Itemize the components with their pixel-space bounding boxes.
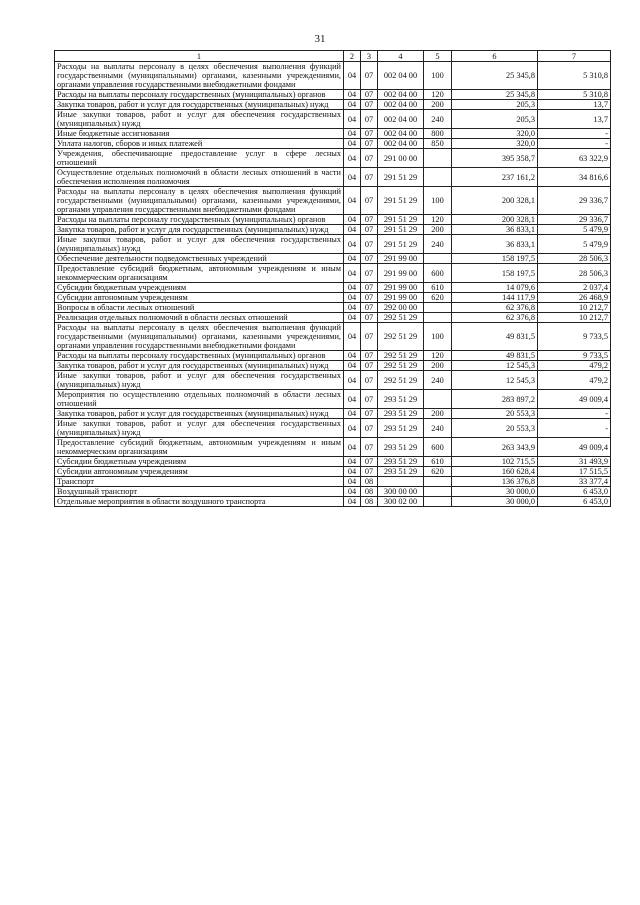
row-name-cell: Уплата налогов, сборов и иных платежей bbox=[55, 139, 344, 149]
subsection-code-cell: 07 bbox=[361, 457, 378, 467]
expense-type-cell: 120 bbox=[424, 90, 452, 100]
executed-amount-cell: 63 322,9 bbox=[538, 149, 611, 168]
amount-cell: 49 831,5 bbox=[452, 351, 538, 361]
section-code-cell: 04 bbox=[344, 62, 361, 90]
target-article-cell: 291 99 00 bbox=[378, 283, 424, 293]
subsection-code-cell: 07 bbox=[361, 168, 378, 187]
section-code-cell: 04 bbox=[344, 225, 361, 235]
table-row bbox=[55, 313, 611, 323]
amount-cell: 20 553,3 bbox=[452, 419, 538, 438]
amount-cell: 25 345,8 bbox=[452, 90, 538, 100]
executed-amount-cell: 29 336,7 bbox=[538, 215, 611, 225]
section-code-cell: 04 bbox=[344, 168, 361, 187]
subsection-code-cell: 07 bbox=[361, 303, 378, 313]
subsection-code-cell: 07 bbox=[361, 225, 378, 235]
section-code-cell: 04 bbox=[344, 419, 361, 438]
executed-amount-cell: 5 310,8 bbox=[538, 90, 611, 100]
row-name-cell: Иные бюджетные ассигнования bbox=[55, 129, 344, 139]
expense-type-cell: 240 bbox=[424, 235, 452, 254]
executed-amount-cell: 34 816,6 bbox=[538, 168, 611, 187]
table-row bbox=[55, 419, 611, 438]
section-code-cell: 04 bbox=[344, 264, 361, 283]
executed-amount-cell: 6 453,0 bbox=[538, 497, 611, 507]
row-name-cell: Расходы на выплаты персоналу государственных (муниципальных) органов bbox=[55, 90, 344, 100]
amount-cell: 30 000,0 bbox=[452, 487, 538, 497]
row-name-cell: Иные закупки товаров, работ и услуг для обеспечения государственных (муниципальных) нужд bbox=[55, 419, 344, 438]
table-row bbox=[55, 371, 611, 390]
amount-cell: 263 343,9 bbox=[452, 438, 538, 457]
amount-cell: 320,0 bbox=[452, 129, 538, 139]
table-row bbox=[55, 361, 611, 371]
subsection-code-cell: 07 bbox=[361, 390, 378, 409]
amount-cell: 205,3 bbox=[452, 110, 538, 129]
table-row bbox=[55, 90, 611, 100]
target-article-cell: 291 51 29 bbox=[378, 235, 424, 254]
subsection-code-cell: 07 bbox=[361, 62, 378, 90]
expense-type-cell: 200 bbox=[424, 409, 452, 419]
subsection-code-cell: 08 bbox=[361, 477, 378, 487]
executed-amount-cell: 9 733,5 bbox=[538, 323, 611, 351]
executed-amount-cell: - bbox=[538, 419, 611, 438]
row-name-cell: Учреждения, обеспечивающие предоставление услуг в сфере лесных отношений bbox=[55, 149, 344, 168]
target-article-cell: 291 51 29 bbox=[378, 168, 424, 187]
table-row bbox=[55, 187, 611, 215]
subsection-code-cell: 07 bbox=[361, 100, 378, 110]
row-name-cell: Расходы на выплаты персоналу государственных (муниципальных) органов bbox=[55, 215, 344, 225]
column-header: 5 bbox=[424, 51, 452, 62]
subsection-code-cell: 07 bbox=[361, 419, 378, 438]
expense-type-cell: 620 bbox=[424, 293, 452, 303]
section-code-cell: 04 bbox=[344, 149, 361, 168]
executed-amount-cell: 6 453,0 bbox=[538, 487, 611, 497]
target-article-cell: 293 51 29 bbox=[378, 390, 424, 409]
row-name-cell: Отдельные мероприятия в области воздушного транспорта bbox=[55, 497, 344, 507]
table-row bbox=[55, 438, 611, 457]
amount-cell: 200 328,1 bbox=[452, 187, 538, 215]
row-name-cell: Расходы на выплаты персоналу в целях обеспечения выполнения функций государственными (муниципальными) органами, казенными учреждениями, органами управления государственными внебюджетными фондами bbox=[55, 323, 344, 351]
table-row bbox=[55, 168, 611, 187]
table-row bbox=[55, 235, 611, 254]
target-article-cell: 292 00 00 bbox=[378, 303, 424, 313]
executed-amount-cell: 13,7 bbox=[538, 100, 611, 110]
table-row bbox=[55, 497, 611, 507]
column-header: 4 bbox=[378, 51, 424, 62]
target-article-cell: 291 51 29 bbox=[378, 225, 424, 235]
target-article-cell: 293 51 29 bbox=[378, 409, 424, 419]
executed-amount-cell: 9 733,5 bbox=[538, 351, 611, 361]
section-code-cell: 04 bbox=[344, 313, 361, 323]
column-header: 6 bbox=[452, 51, 538, 62]
expense-type-cell: 240 bbox=[424, 110, 452, 129]
row-name-cell: Расходы на выплаты персоналу в целях обеспечения выполнения функций государственными (муниципальными) органами, казенными учреждениями, органами управления государственными внебюджетными фондами bbox=[55, 62, 344, 90]
executed-amount-cell: 13,7 bbox=[538, 110, 611, 129]
table-row bbox=[55, 323, 611, 351]
target-article-cell: 002 04 00 bbox=[378, 90, 424, 100]
executed-amount-cell: 479,2 bbox=[538, 371, 611, 390]
executed-amount-cell: 17 515,5 bbox=[538, 467, 611, 477]
row-name-cell: Расходы на выплаты персоналу государственных (муниципальных) органов bbox=[55, 351, 344, 361]
amount-cell: 36 833,1 bbox=[452, 235, 538, 254]
section-code-cell: 04 bbox=[344, 283, 361, 293]
subsection-code-cell: 07 bbox=[361, 129, 378, 139]
subsection-code-cell: 07 bbox=[361, 351, 378, 361]
amount-cell: 136 376,8 bbox=[452, 477, 538, 487]
amount-cell: 395 358,7 bbox=[452, 149, 538, 168]
expense-type-cell: 100 bbox=[424, 323, 452, 351]
expense-type-cell bbox=[424, 477, 452, 487]
executed-amount-cell: 49 009,4 bbox=[538, 390, 611, 409]
section-code-cell: 04 bbox=[344, 235, 361, 254]
expense-type-cell: 610 bbox=[424, 283, 452, 293]
table-row bbox=[55, 62, 611, 90]
executed-amount-cell: 5 479,9 bbox=[538, 235, 611, 254]
subsection-code-cell: 07 bbox=[361, 438, 378, 457]
section-code-cell: 04 bbox=[344, 323, 361, 351]
table-body bbox=[55, 62, 611, 507]
subsection-code-cell: 07 bbox=[361, 371, 378, 390]
target-article-cell: 291 99 00 bbox=[378, 264, 424, 283]
section-code-cell: 04 bbox=[344, 371, 361, 390]
executed-amount-cell: 28 506,3 bbox=[538, 264, 611, 283]
row-name-cell: Субсидии бюджетным учреждениям bbox=[55, 457, 344, 467]
table-row bbox=[55, 390, 611, 409]
row-name-cell: Мероприятия по осуществлению отдельных полномочий в области лесных отношений bbox=[55, 390, 344, 409]
table-row bbox=[55, 215, 611, 225]
column-header: 1 bbox=[55, 51, 344, 62]
expense-type-cell: 120 bbox=[424, 215, 452, 225]
expense-type-cell: 200 bbox=[424, 100, 452, 110]
section-code-cell: 04 bbox=[344, 303, 361, 313]
amount-cell: 62 376,8 bbox=[452, 303, 538, 313]
column-header: 2 bbox=[344, 51, 361, 62]
expense-type-cell: 620 bbox=[424, 467, 452, 477]
expense-type-cell: 200 bbox=[424, 361, 452, 371]
expense-type-cell: 100 bbox=[424, 62, 452, 90]
target-article-cell: 291 99 00 bbox=[378, 293, 424, 303]
row-name-cell: Субсидии автономным учреждениям bbox=[55, 467, 344, 477]
row-name-cell: Воздушный транспорт bbox=[55, 487, 344, 497]
table-row bbox=[55, 303, 611, 313]
row-name-cell: Субсидии бюджетным учреждениям bbox=[55, 283, 344, 293]
amount-cell: 200 328,1 bbox=[452, 215, 538, 225]
target-article-cell: 291 99 00 bbox=[378, 254, 424, 264]
amount-cell: 160 628,4 bbox=[452, 467, 538, 477]
executed-amount-cell: 2 037,4 bbox=[538, 283, 611, 293]
subsection-code-cell: 07 bbox=[361, 215, 378, 225]
row-name-cell: Иные закупки товаров, работ и услуг для обеспечения государственных (муниципальных) нужд bbox=[55, 371, 344, 390]
row-name-cell: Предоставление субсидий бюджетным, автономным учреждениям и иным некоммерческим организациям bbox=[55, 264, 344, 283]
row-name-cell: Закупка товаров, работ и услуг для государственных (муниципальных) нужд bbox=[55, 409, 344, 419]
target-article-cell: 292 51 29 bbox=[378, 371, 424, 390]
expense-type-cell: 850 bbox=[424, 139, 452, 149]
amount-cell: 14 079,6 bbox=[452, 283, 538, 293]
table-row bbox=[55, 129, 611, 139]
expense-type-cell: 100 bbox=[424, 187, 452, 215]
subsection-code-cell: 08 bbox=[361, 487, 378, 497]
expense-type-cell: 800 bbox=[424, 129, 452, 139]
subsection-code-cell: 07 bbox=[361, 110, 378, 129]
target-article-cell: 293 51 29 bbox=[378, 467, 424, 477]
target-article-cell: 002 04 00 bbox=[378, 62, 424, 90]
executed-amount-cell: - bbox=[538, 409, 611, 419]
expense-type-cell bbox=[424, 168, 452, 187]
subsection-code-cell: 07 bbox=[361, 293, 378, 303]
row-name-cell: Иные закупки товаров, работ и услуг для обеспечения государственных (муниципальных) нужд bbox=[55, 110, 344, 129]
executed-amount-cell: - bbox=[538, 129, 611, 139]
section-code-cell: 04 bbox=[344, 351, 361, 361]
executed-amount-cell: 479,2 bbox=[538, 361, 611, 371]
table-row bbox=[55, 100, 611, 110]
section-code-cell: 04 bbox=[344, 254, 361, 264]
subsection-code-cell: 07 bbox=[361, 139, 378, 149]
expense-type-cell bbox=[424, 254, 452, 264]
table-row bbox=[55, 409, 611, 419]
expense-type-cell bbox=[424, 390, 452, 409]
row-name-cell: Субсидии автономным учреждениям bbox=[55, 293, 344, 303]
row-name-cell: Обеспечение деятельности подведомственных учреждений bbox=[55, 254, 344, 264]
amount-cell: 12 545,3 bbox=[452, 371, 538, 390]
target-article-cell: 002 04 00 bbox=[378, 100, 424, 110]
target-article-cell: 293 51 29 bbox=[378, 419, 424, 438]
target-article-cell: 292 51 29 bbox=[378, 361, 424, 371]
target-article-cell: 291 00 00 bbox=[378, 149, 424, 168]
subsection-code-cell: 07 bbox=[361, 187, 378, 215]
subsection-code-cell: 07 bbox=[361, 254, 378, 264]
executed-amount-cell: - bbox=[538, 139, 611, 149]
table-row bbox=[55, 149, 611, 168]
section-code-cell: 04 bbox=[344, 139, 361, 149]
expense-type-cell: 240 bbox=[424, 371, 452, 390]
section-code-cell: 04 bbox=[344, 90, 361, 100]
subsection-code-cell: 07 bbox=[361, 90, 378, 100]
expense-type-cell bbox=[424, 497, 452, 507]
executed-amount-cell: 10 212,7 bbox=[538, 303, 611, 313]
section-code-cell: 04 bbox=[344, 467, 361, 477]
subsection-code-cell: 07 bbox=[361, 313, 378, 323]
section-code-cell: 04 bbox=[344, 477, 361, 487]
amount-cell: 237 161,2 bbox=[452, 168, 538, 187]
row-name-cell: Закупка товаров, работ и услуг для государственных (муниципальных) нужд bbox=[55, 100, 344, 110]
section-code-cell: 04 bbox=[344, 215, 361, 225]
section-code-cell: 04 bbox=[344, 361, 361, 371]
subsection-code-cell: 07 bbox=[361, 361, 378, 371]
table-row bbox=[55, 110, 611, 129]
amount-cell: 49 831,5 bbox=[452, 323, 538, 351]
executed-amount-cell: 29 336,7 bbox=[538, 187, 611, 215]
table-row bbox=[55, 293, 611, 303]
section-code-cell: 04 bbox=[344, 187, 361, 215]
executed-amount-cell: 31 493,9 bbox=[538, 457, 611, 467]
executed-amount-cell: 26 468,9 bbox=[538, 293, 611, 303]
amount-cell: 30 000,0 bbox=[452, 497, 538, 507]
expense-type-cell bbox=[424, 487, 452, 497]
section-code-cell: 04 bbox=[344, 110, 361, 129]
expense-type-cell bbox=[424, 149, 452, 168]
executed-amount-cell: 28 506,3 bbox=[538, 254, 611, 264]
expense-type-cell: 600 bbox=[424, 264, 452, 283]
subsection-code-cell: 08 bbox=[361, 497, 378, 507]
expense-type-cell: 240 bbox=[424, 419, 452, 438]
table-row bbox=[55, 139, 611, 149]
section-code-cell: 04 bbox=[344, 390, 361, 409]
target-article-cell: 002 04 00 bbox=[378, 110, 424, 129]
executed-amount-cell: 33 377,4 bbox=[538, 477, 611, 487]
amount-cell: 25 345,8 bbox=[452, 62, 538, 90]
section-code-cell: 04 bbox=[344, 293, 361, 303]
target-article-cell: 292 51 29 bbox=[378, 351, 424, 361]
executed-amount-cell: 10 212,7 bbox=[538, 313, 611, 323]
table-row bbox=[55, 467, 611, 477]
amount-cell: 62 376,8 bbox=[452, 313, 538, 323]
target-article-cell: 292 51 29 bbox=[378, 313, 424, 323]
section-code-cell: 04 bbox=[344, 497, 361, 507]
amount-cell: 102 715,5 bbox=[452, 457, 538, 467]
executed-amount-cell: 5 310,8 bbox=[538, 62, 611, 90]
expense-type-cell bbox=[424, 303, 452, 313]
amount-cell: 20 553,3 bbox=[452, 409, 538, 419]
executed-amount-cell: 5 479,9 bbox=[538, 225, 611, 235]
target-article-cell: 291 51 29 bbox=[378, 187, 424, 215]
page-number: 31 bbox=[314, 33, 326, 45]
table-row bbox=[55, 477, 611, 487]
table-row bbox=[55, 457, 611, 467]
target-article-cell: 002 04 00 bbox=[378, 129, 424, 139]
amount-cell: 158 197,5 bbox=[452, 254, 538, 264]
column-header: 3 bbox=[361, 51, 378, 62]
budget-table bbox=[54, 50, 611, 507]
target-article-cell bbox=[378, 477, 424, 487]
row-name-cell: Закупка товаров, работ и услуг для государственных (муниципальных) нужд bbox=[55, 225, 344, 235]
target-article-cell: 300 00 00 bbox=[378, 487, 424, 497]
expense-type-cell: 200 bbox=[424, 225, 452, 235]
section-code-cell: 04 bbox=[344, 457, 361, 467]
row-name-cell: Предоставление субсидий бюджетным, автономным учреждениям и иным некоммерческим организациям bbox=[55, 438, 344, 457]
row-name-cell: Транспорт bbox=[55, 477, 344, 487]
table-row bbox=[55, 487, 611, 497]
expense-type-cell: 600 bbox=[424, 438, 452, 457]
row-name-cell: Осуществление отдельных полномочий в области лесных отношений в части обеспечения исполнения полномочия bbox=[55, 168, 344, 187]
row-name-cell: Реализация отдельных полномочий в области лесных отношений bbox=[55, 313, 344, 323]
target-article-cell: 293 51 29 bbox=[378, 438, 424, 457]
section-code-cell: 04 bbox=[344, 409, 361, 419]
table-row bbox=[55, 264, 611, 283]
table-row bbox=[55, 254, 611, 264]
subsection-code-cell: 07 bbox=[361, 283, 378, 293]
subsection-code-cell: 07 bbox=[361, 323, 378, 351]
amount-cell: 205,3 bbox=[452, 100, 538, 110]
subsection-code-cell: 07 bbox=[361, 467, 378, 477]
table-row bbox=[55, 225, 611, 235]
section-code-cell: 04 bbox=[344, 129, 361, 139]
amount-cell: 36 833,1 bbox=[452, 225, 538, 235]
subsection-code-cell: 07 bbox=[361, 409, 378, 419]
table-row bbox=[55, 351, 611, 361]
section-code-cell: 04 bbox=[344, 438, 361, 457]
row-name-cell: Расходы на выплаты персоналу в целях обеспечения выполнения функций государственными (муниципальными) органами, казенными учреждениями, органами управления государственными внебюджетными фондами bbox=[55, 187, 344, 215]
target-article-cell: 002 04 00 bbox=[378, 139, 424, 149]
table-header-row bbox=[55, 51, 611, 62]
expense-type-cell: 120 bbox=[424, 351, 452, 361]
amount-cell: 320,0 bbox=[452, 139, 538, 149]
row-name-cell: Вопросы в области лесных отношений bbox=[55, 303, 344, 313]
subsection-code-cell: 07 bbox=[361, 235, 378, 254]
column-header: 7 bbox=[538, 51, 611, 62]
table-row bbox=[55, 283, 611, 293]
row-name-cell: Закупка товаров, работ и услуг для государственных (муниципальных) нужд bbox=[55, 361, 344, 371]
subsection-code-cell: 07 bbox=[361, 149, 378, 168]
target-article-cell: 292 51 29 bbox=[378, 323, 424, 351]
target-article-cell: 291 51 29 bbox=[378, 215, 424, 225]
expense-type-cell: 610 bbox=[424, 457, 452, 467]
target-article-cell: 293 51 29 bbox=[378, 457, 424, 467]
section-code-cell: 04 bbox=[344, 487, 361, 497]
amount-cell: 283 897,2 bbox=[452, 390, 538, 409]
subsection-code-cell: 07 bbox=[361, 264, 378, 283]
section-code-cell: 04 bbox=[344, 100, 361, 110]
row-name-cell: Иные закупки товаров, работ и услуг для обеспечения государственных (муниципальных) нужд bbox=[55, 235, 344, 254]
target-article-cell: 300 02 00 bbox=[378, 497, 424, 507]
expense-type-cell bbox=[424, 313, 452, 323]
amount-cell: 158 197,5 bbox=[452, 264, 538, 283]
amount-cell: 144 117,9 bbox=[452, 293, 538, 303]
executed-amount-cell: 49 009,4 bbox=[538, 438, 611, 457]
amount-cell: 12 545,3 bbox=[452, 361, 538, 371]
